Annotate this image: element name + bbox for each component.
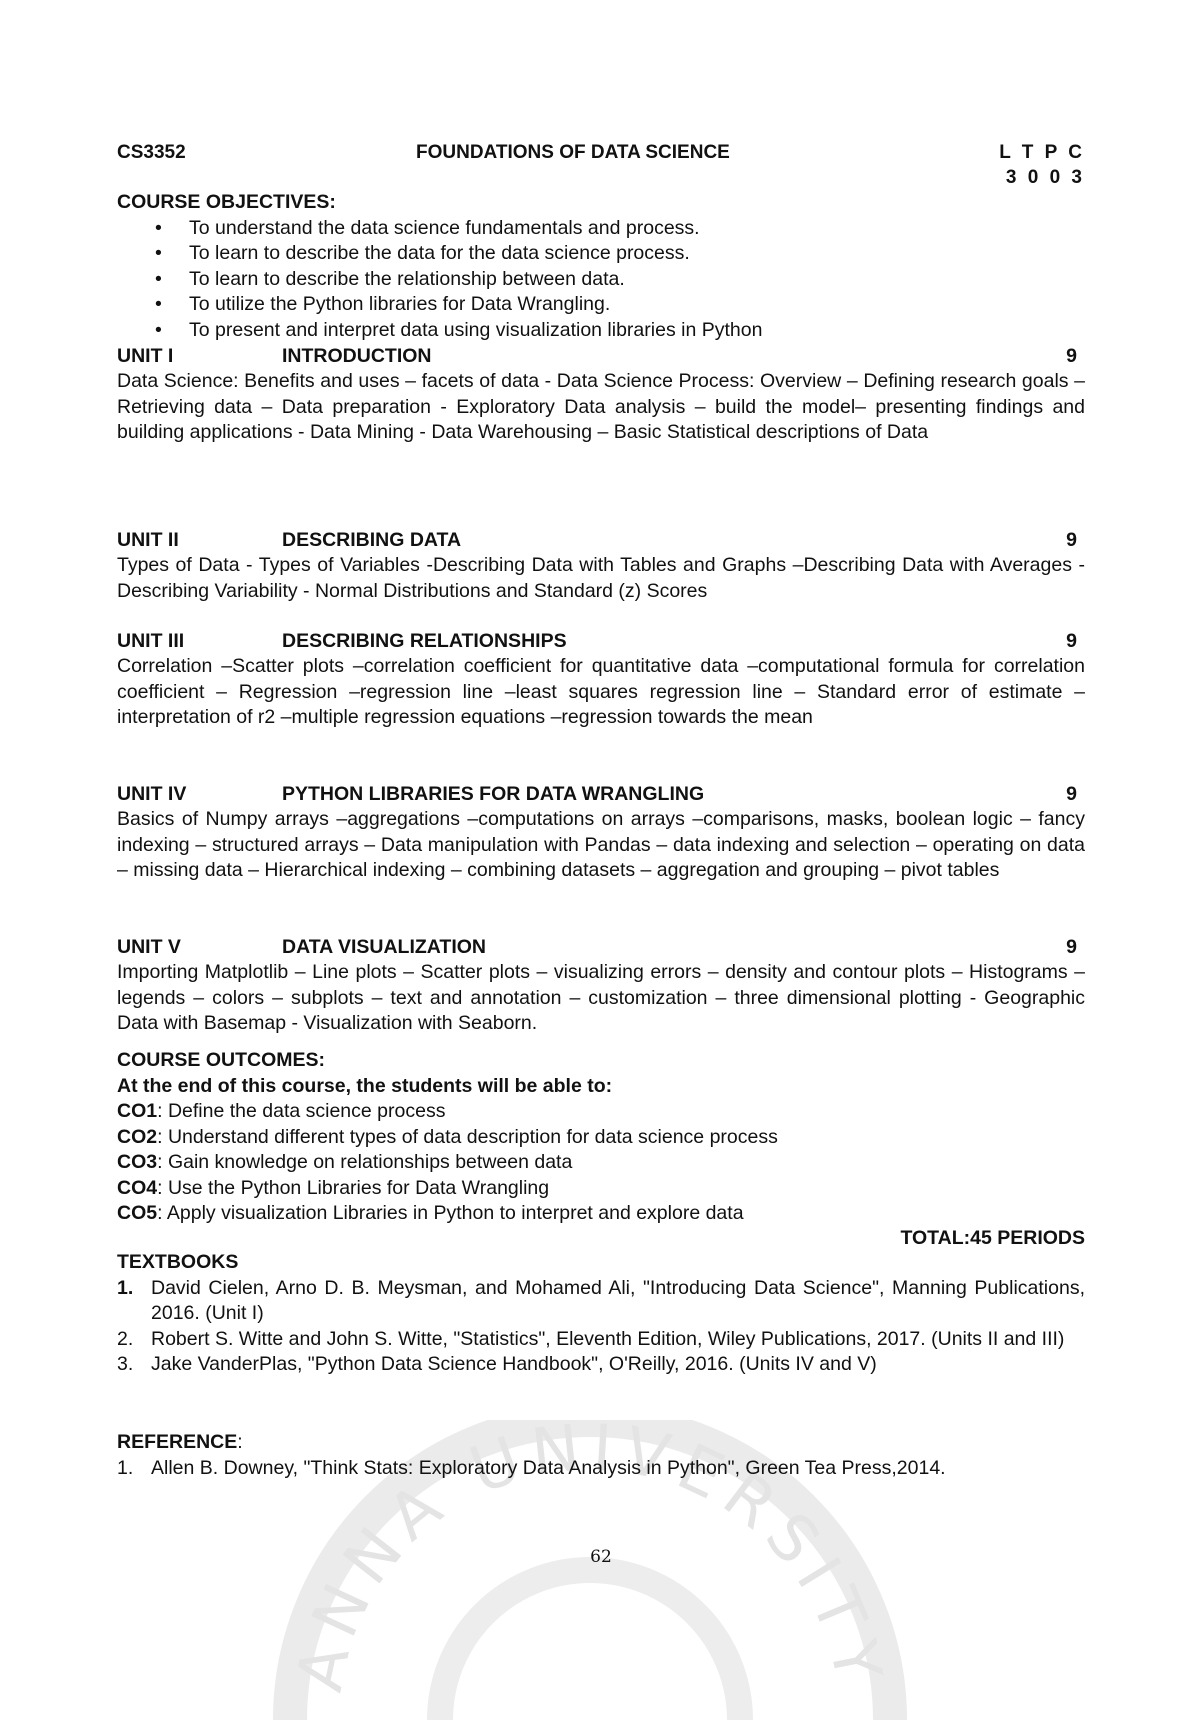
outcome-item [117,1201,1085,1227]
unit-label: UNIT III [117,630,185,652]
unit-3 [117,629,1085,731]
page-number: 62 [590,1547,612,1567]
textbook-text: Robert S. Witte and John S. Witte, "Statistics", Eleventh Edition, Wiley Publications, 2017. (Units II and III) [151,1327,1065,1350]
textbook-text: Jake VanderPlas, "Python Data Science Handbook", O'Reilly, 2016. (Units IV and V) [151,1353,877,1375]
unit-body: Types of Data - Types of Variables -Describing Data with Tables and Graphs –Describing Data with Averages - Describing Variability - Normal Distributions and Standard (z) Scores [117,554,1085,602]
outcome-code: CO3 [117,1151,158,1173]
outcome-text: : Understand different types of data description for data science process [157,1125,778,1148]
outcome-item [117,1099,1085,1125]
outcome-code: CO1 [117,1100,158,1122]
unit-title: DESCRIBING RELATIONSHIPS [282,630,567,652]
reference-heading-suffix: : [237,1431,243,1453]
unit-hours: 9 [1066,529,1077,551]
objectives-heading: COURSE OBJECTIVES: [117,191,336,213]
outcome-code: CO4 [117,1176,158,1199]
unit-label: UNIT V [117,936,181,958]
objective-item: • To learn to describe the relationship between data. [117,267,1085,293]
unit-body: Data Science: Benefits and uses – facets of data - Data Science Process: Overview – Defining research goals – Retrieving data – Data preparation - Exploratory Data analysis – build the model– presenting findings and building applications - Data Mining - Data Warehousing – Basic Statistical descriptions of Data [117,370,1085,443]
outcome-text: : Apply visualization Libraries in Python to interpret and explore data [157,1202,744,1224]
unit-hours: 9 [1066,345,1077,367]
unit-4 [117,782,1085,884]
objective-item: • To utilize the Python libraries for Data Wrangling. [117,292,1085,318]
list-number: 1. [117,1276,134,1299]
textbook-item [117,1327,1085,1353]
course-title: FOUNDATIONS OF DATA SCIENCE [416,142,730,163]
outcome-item [117,1176,1085,1202]
textbooks [117,1250,1085,1378]
unit-hours: 9 [1066,630,1077,652]
outcome-text: : Define the data science process [157,1100,446,1122]
outcome-item [117,1150,1085,1176]
unit-1 [117,344,1085,446]
unit-body: Basics of Numpy arrays –aggregations –computations on arrays –comparisons, masks, boolean logic – fancy indexing – structured arrays – Data manipulation with Pandas – data indexing and selection – operating on data – missing data – Hierarchical indexing – combining datasets – aggregation and grouping – pivot tables [117,808,1085,881]
svg-text:ANNA UNIVERSITY: ANNA UNIVERSITY [283,1420,897,1698]
reference-item [117,1456,1085,1482]
ltpc-label: L T P C [999,142,1085,163]
reference-heading: REFERENCE [117,1431,238,1453]
unit-hours: 9 [1066,783,1077,805]
list-number: 2. [117,1327,134,1350]
reference [117,1430,1085,1481]
textbooks-heading: TEXTBOOKS [117,1251,239,1273]
course-objectives [117,190,1085,343]
textbook-item [117,1276,1085,1327]
outcome-code: CO5 [117,1202,158,1224]
unit-2 [117,528,1085,604]
unit-label: UNIT I [117,345,174,367]
unit-body: Importing Matplotlib – Line plots – Scatter plots – visualizing errors – density and contour plots – Histograms – legends – colors – subplots – text and annotation – customization – three dimensional plotting - Geographic Data with Basemap - Visualization with Seaborn. [117,961,1085,1034]
unit-hours: 9 [1066,936,1077,958]
list-number: 1. [117,1456,134,1479]
outcomes-heading: COURSE OUTCOMES: [117,1049,326,1071]
unit-title: PYTHON LIBRARIES FOR DATA WRANGLING [282,783,705,805]
list-number: 3. [117,1353,134,1375]
course-code: CS3352 [117,142,186,163]
unit-label: UNIT II [117,529,179,551]
unit-body: Correlation –Scatter plots –correlation coefficient for quantitative data –computational formula for correlation coefficient – Regression –regression line –least squares regression line – Standard error of estimate – interpretation of r2 –multiple regression equations –regression towards the mean [117,655,1085,728]
unit-label: UNIT IV [117,783,187,805]
outcome-item [117,1125,1085,1151]
textbook-item [117,1352,1085,1378]
unit-title: INTRODUCTION [282,345,432,367]
unit-5 [117,935,1085,1037]
unit-title: DATA VISUALIZATION [282,936,487,958]
course-outcomes [117,1048,1085,1227]
objective-item: • To understand the data science fundamentals and process. [117,216,1085,242]
outcome-text: : Gain knowledge on relationships between data [157,1151,573,1173]
ltpc-values: 3 0 0 3 [1005,167,1085,188]
total-periods: TOTAL:45 PERIODS [900,1227,1085,1249]
reference-text: Allen B. Downey, "Think Stats: Exploratory Data Analysis in Python", Green Tea Press,2014. [151,1456,946,1479]
outcome-code: CO2 [117,1125,158,1148]
outcome-text: : Use the Python Libraries for Data Wrangling [157,1176,550,1199]
textbook-text: David Cielen, Arno D. B. Meysman, and Mohamed Ali, "Introducing Data Science", Manning Publications, 2016. (Unit I) [151,1276,1085,1324]
unit-title: DESCRIBING DATA [282,529,462,551]
objective-item: • To learn to describe the data for the data science process. [117,241,1085,267]
outcomes-intro: At the end of this course, the students will be able to: [117,1074,613,1097]
objective-item: • To present and interpret data using visualization libraries in Python [117,318,1085,344]
